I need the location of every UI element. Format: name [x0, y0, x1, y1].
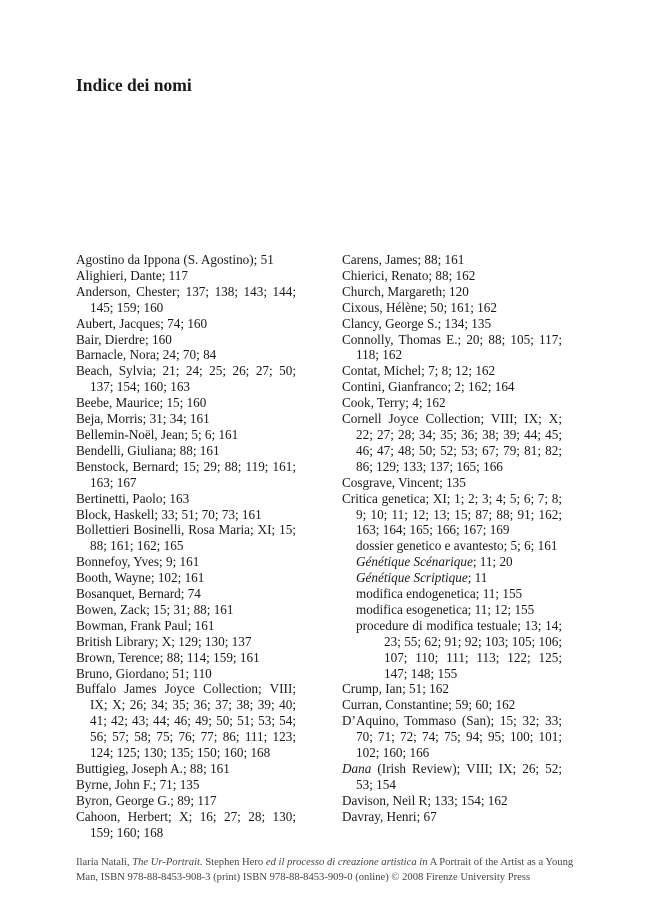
index-entry: Buttigieg, Joseph A.; 88; 161	[76, 761, 230, 776]
index-entry: Bonnefoy, Yves; 9; 161	[76, 554, 200, 570]
index-subentry: procedure di modifica testuale; 13; 14; 23; 55; 62; 91; 92; 103; 105; 106; 107; 110; 111; 113; 122; 125; 147; 148; 155	[356, 617, 562, 681]
index-entry: Critica genetica; XI; 1; 2; 3; 4; 5; 6; 7; 8; 9; 10; 11; 12; 13; 15; 87; 88; 91; 162; 163; 164; 165; 166; 167; 169	[342, 490, 562, 538]
index-entry: Church, Margareth; 120	[342, 283, 469, 299]
entry-term: Dana	[342, 761, 372, 776]
index-entry: Crump, Ian; 51; 162	[342, 681, 449, 697]
copyright-footer: Ilaria Natali, The Ur-Portrait. Stephen Hero ed il processo di creazione artistica in A Portrait of the Artist as a Young Man, ISBN 978-88-8453-908-3 (print) ISBN 978-88-8453-909-0 (online) © 2008 Firenze University Press	[76, 857, 574, 883]
index-entry: Beach, Sylvia; 21; 24; 25; 26; 27; 50; 137; 154; 160; 163	[76, 363, 296, 395]
index-entry: Bruno, Giordano; 51; 110	[76, 665, 212, 681]
index-column-left	[76, 252, 296, 841]
index-entry: Beebe, Maurice; 15; 160	[76, 395, 207, 411]
index-subentry	[342, 570, 562, 586]
index-entry: Connolly, Thomas E.; 20; 88; 105; 117; 118; 162	[342, 331, 562, 363]
index-entry: Byrne, John F.; 71; 135	[76, 776, 200, 792]
index-entry: Byron, George G.; 89; 117	[76, 792, 217, 808]
index-entry: Cixous, Hélène; 50; 161; 162	[342, 299, 497, 315]
index-entry: Contini, Gianfranco; 2; 162; 164	[342, 379, 515, 395]
index-entry: Bendelli, Giuliana; 88; 161	[76, 442, 220, 458]
index-entry: Alighieri, Dante; 117	[76, 267, 188, 283]
index-entry: D’Aquino, Tommaso (San); 15; 32; 33; 70; 71; 72; 74; 75; 94; 95; 100; 101; 102; 160; 166	[342, 713, 562, 761]
index-entry: Davison, Neil R; 133; 154; 162	[342, 792, 508, 808]
subentry-pages: ; 11; 20	[472, 554, 513, 570]
index-subentry: modifica esogenetica; 11; 12; 155	[356, 601, 535, 617]
index-entry: Benstock, Bernard; 15; 29; 88; 119; 161; 163; 167	[76, 458, 296, 490]
index-entry: British Library; X; 129; 130; 137	[76, 633, 252, 649]
index-entry: Curran, Constantine; 59; 60; 162	[342, 697, 516, 713]
index-entry	[342, 761, 562, 793]
index-entry: Beja, Morris; 31; 34; 161	[76, 411, 210, 427]
index-entry: Contat, Michel; 7; 8; 12; 162	[342, 363, 496, 379]
index-subentry	[342, 554, 562, 570]
index-entry: Booth, Wayne; 102; 161	[76, 570, 205, 586]
index-entry: Brown, Terence; 88; 114; 159; 161	[76, 649, 260, 665]
index-column-right	[342, 252, 562, 825]
index-entry: Bosanquet, Bernard; 74	[76, 586, 201, 602]
entry-rest: (Irish Review); VIII; IX; 26; 52; 53; 154	[356, 761, 562, 792]
index-entry: Cahoon, Herbert; X; 16; 27; 28; 130; 159; 160; 168	[76, 808, 296, 840]
index-entry: Carens, James; 88; 161	[342, 252, 465, 267]
index-entry: Aubert, Jacques; 74; 160	[76, 315, 208, 331]
index-entry: Anderson, Chester; 137; 138; 143; 144; 145; 159; 160	[76, 283, 296, 315]
index-entry: Cornell Joyce Collection; VIII; IX; X; 22; 27; 28; 34; 35; 36; 38; 39; 44; 45; 46; 47; 48; 50; 52; 53; 67; 79; 81; 82; 86; 129; 133; 137; 165; 166	[342, 411, 562, 474]
index-entry: Agostino da Ippona (S. Agostino); 51	[76, 252, 274, 267]
index-entry: Bowen, Zack; 15; 31; 88; 161	[76, 601, 234, 617]
index-entry: Barnacle, Nora; 24; 70; 84	[76, 347, 217, 363]
index-entry: Bertinetti, Paolo; 163	[76, 490, 190, 506]
page-title: Indice dei nomi	[76, 75, 192, 95]
subentry-term: Génétique Scénarique	[356, 554, 473, 570]
index-entry: Block, Haskell; 33; 51; 70; 73; 161	[76, 506, 262, 522]
index-subentry: dossier genetico e avantesto; 5; 6; 161	[356, 538, 558, 554]
index-entry: Bair, Dierdre; 160	[76, 331, 172, 347]
index-entry: Chierici, Renato; 88; 162	[342, 267, 476, 283]
index-entry: Bollettieri Bosinelli, Rosa Maria; XI; 15; 88; 161; 162; 165	[76, 522, 296, 554]
index-entry: Bellemin-Noël, Jean; 5; 6; 161	[76, 426, 239, 442]
subentry-term: Génétique Scriptique	[356, 570, 468, 586]
index-subentry: modifica endogenetica; 11; 155	[356, 586, 523, 602]
index-entry: Cosgrave, Vincent; 135	[342, 474, 466, 490]
subentry-pages: ; 11	[467, 570, 488, 586]
index-entry: Buffalo James Joyce Collection; VIII; IX; X; 26; 34; 35; 36; 37; 38; 39; 40; 41; 42; 43; 44; 46; 49; 50; 51; 53; 54; 56; 57; 58; 75; 76; 77; 86; 111; 123; 124; 125; 130; 135; 150; 160; 168	[76, 681, 296, 761]
index-entry: Bowman, Frank Paul; 161	[76, 617, 215, 633]
index-entry: Davray, Henri; 67	[342, 808, 437, 824]
index-entry: Cook, Terry; 4; 162	[342, 395, 446, 411]
index-entry: Clancy, George S.; 134; 135	[342, 315, 492, 331]
